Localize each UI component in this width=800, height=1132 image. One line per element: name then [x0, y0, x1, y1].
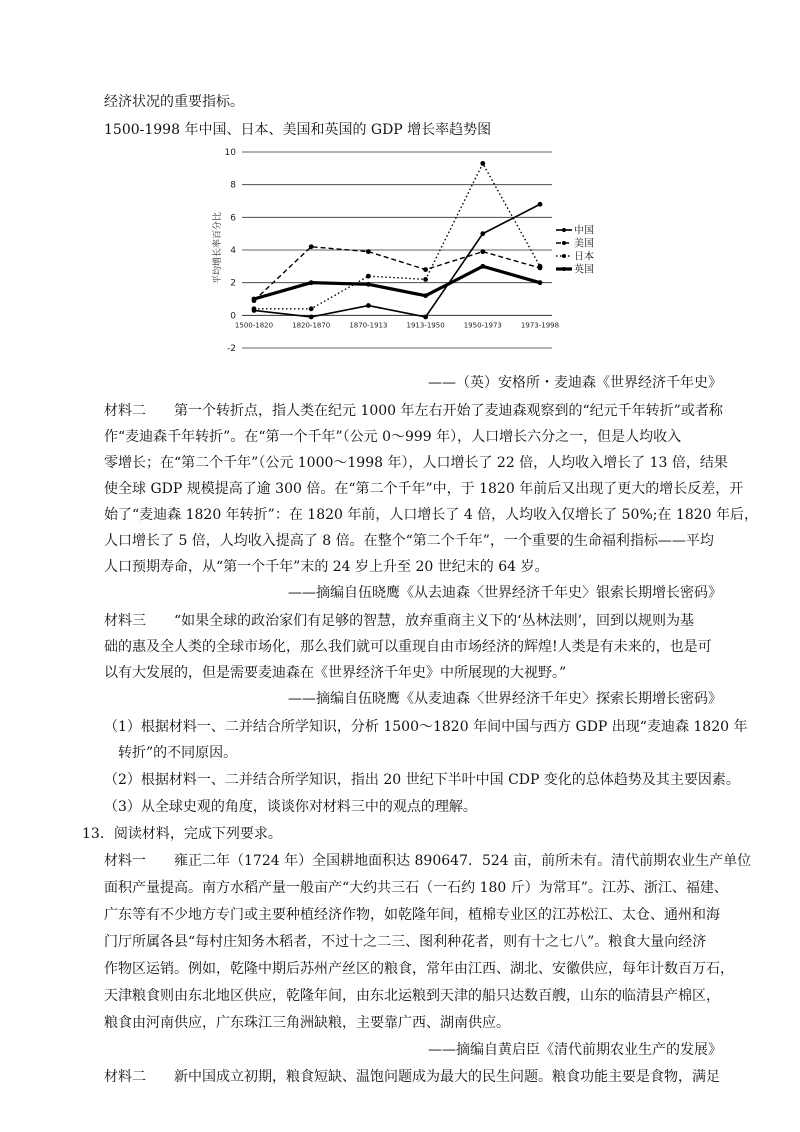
question-13-heading: 13．阅读材料，完成下列要求。: [82, 826, 282, 842]
text-line: 零增长；在“第二个千年”（公元 1000～1998 年），人口增长了 22 倍，人均收入增长了 13 倍，结果: [104, 455, 728, 471]
data-point: [538, 280, 543, 285]
gdp-growth-chart: [213, 138, 594, 360]
y-axis-label: 平均增长率百分比: [213, 211, 223, 284]
text-line: 础的惠及全人类的全球市场化，那么我们就可以重现自由市场经济的辉煌!人类是有未来的，也是可: [104, 639, 712, 655]
text-line: 广东等有不少地方专门或主要种植经济作物，如乾隆年间，植棉专业区的江苏松江、太仓、通州和海: [104, 907, 720, 923]
chart-caption: 1500-1998 年中国、日本、美国和英国的 GDP 增长率趋势图: [104, 122, 492, 138]
data-point: [480, 231, 485, 236]
data-point: [366, 249, 371, 254]
question-2: （2）根据材料一、二并结合所学知识，指出 20 世纪下半叶中国 CDP 变化的总体趋势及其主要因素。: [104, 772, 740, 788]
data-point: [423, 267, 428, 272]
legend-marker: [562, 267, 566, 271]
data-point: [423, 293, 428, 298]
text-line: 门厅所属各县“每村庄知务木稻者，不过十之二三、图利种花者，则有十之七八”。粮食大量向经济: [104, 934, 707, 950]
source-citation: ——摘编自伍晓鹰《从去迪森〈世界经济千年史〉银索长期增长密码》: [288, 585, 722, 601]
text-line: 材料一 雍正二年（1724 年）全国耕地面积达 890647．524 亩，前所未有。清代前期农业生产单位: [104, 853, 752, 869]
y-tick-label: -2: [227, 344, 236, 354]
question-3: （3）从全球史观的角度，谈谈你对材料三中的观点的理解。: [104, 799, 477, 815]
x-tick-label: 1973-1998: [520, 321, 560, 330]
data-point: [480, 161, 485, 166]
legend-marker: [562, 228, 566, 232]
data-point: [538, 264, 543, 269]
text-line: 材料三 “如果全球的政治家们有足够的智慧，放弃重商主义下的‘丛林法则’，回到以规则为基: [104, 613, 695, 629]
data-point: [366, 303, 371, 308]
data-point: [309, 315, 314, 320]
data-point: [309, 306, 314, 311]
x-tick-label: 1950-1973: [463, 321, 502, 330]
data-point: [480, 264, 485, 269]
source-citation: ——（英）安格所・麦迪森《世界经济千年史》: [428, 375, 722, 391]
y-tick-label: 4: [230, 246, 236, 256]
x-tick-label: 1500-1820: [234, 321, 274, 330]
source-citation: ——摘编自伍晓鹰《从麦迪森〈世界经济千年史〉探索长期增长密码》: [288, 691, 722, 707]
legend-marker: [562, 254, 566, 258]
text-line: 作物区运销。例如，乾隆中期后苏州产丝区的粮食，常年由江西、湖北、安徽供应，每年计数百万石，: [104, 961, 734, 977]
data-point: [366, 274, 371, 279]
data-point: [366, 282, 371, 287]
y-tick-label: 0: [230, 311, 236, 322]
data-point: [423, 315, 428, 320]
legend-label: 英国: [574, 264, 594, 276]
data-point: [480, 249, 485, 254]
y-tick-label: 2: [230, 278, 236, 289]
legend-label: 中国: [574, 225, 594, 237]
text-line: 始了“麦迪森 1820 年转折”：在 1820 年前，人口增长了 4 倍，人均收入仅增长了 50%;在 1820 年后，: [104, 507, 758, 523]
legend-marker: [562, 241, 566, 245]
source-citation: ——摘编自黄启臣《清代前期农业生产的发展》: [428, 1042, 722, 1058]
text-line: 粮食由河南供应，广东珠江三角洲缺粮，主要靠广西、湖南供应。: [104, 1015, 510, 1031]
y-tick-label: 10: [224, 148, 236, 158]
text-line: 经济状况的重要指标。: [104, 94, 244, 110]
question-1-cont: 转折”的不同原因。: [118, 745, 238, 761]
text-line: 面积产量提高。南方水稻产量一般亩产“大约共三石（一石约 180 斤）为常耳”。江苏、浙江、福建、: [104, 880, 728, 896]
text-line: 以有大发展的，但是需要麦迪森在《世界经济千年史》中所展现的大视野。”: [104, 665, 567, 681]
text-line: 天津粮食则由东北地区供应，乾隆年间，由东北运粮到天津的船只达数百艘，山东的临清县产棉区，: [104, 988, 720, 1004]
text-line: 材料二 第一个转折点，指人类在纪元 1000 年左右开始了麦迪森观察到的“纪元千年转折”或者称: [104, 403, 723, 419]
question-1: （1）根据材料一、二并结合所学知识，分析 1500～1820 年间中国与西方 GDP 出现“麦迪森 1820 年: [104, 719, 748, 735]
text-line: 使全球 GDP 规模提高了逾 300 倍。在“第二个千年”中，于 1820 年前后又出现了更大的增长反差，开: [104, 481, 744, 497]
data-point: [423, 277, 428, 282]
data-point: [538, 202, 543, 207]
text-line: 作“麦迪森千年转折”。在“第一个千年”（公元 0～999 年），人口增长六分之一，但是人均收入: [104, 429, 682, 445]
data-point: [309, 244, 314, 249]
data-point: [309, 280, 314, 285]
x-tick-label: 1870-1913: [349, 321, 388, 330]
data-point: [252, 306, 257, 311]
y-tick-label: 6: [230, 213, 236, 224]
text-line: 人口预期寿命，从“第一个千年”末的 24 岁上升至 20 世纪末的 64 岁。: [104, 559, 549, 575]
legend-label: 日本: [574, 251, 594, 263]
data-point: [252, 297, 257, 302]
x-tick-label: 1820-1870: [292, 321, 331, 330]
text-line: 人口增长了 5 倍，人均收入提高了 8 倍。在整个“第二个千年”，一个重要的生命福利指标——平均: [104, 533, 714, 549]
y-tick-label: 8: [230, 180, 236, 191]
series-line-美国: [254, 247, 540, 301]
text-line: 材料二 新中国成立初期，粮食短缺、温饱问题成为最大的民生问题。粮食功能主要是食物，满足: [104, 1069, 720, 1085]
legend-label: 美国: [574, 238, 594, 250]
x-tick-label: 1913-1950: [406, 321, 445, 330]
